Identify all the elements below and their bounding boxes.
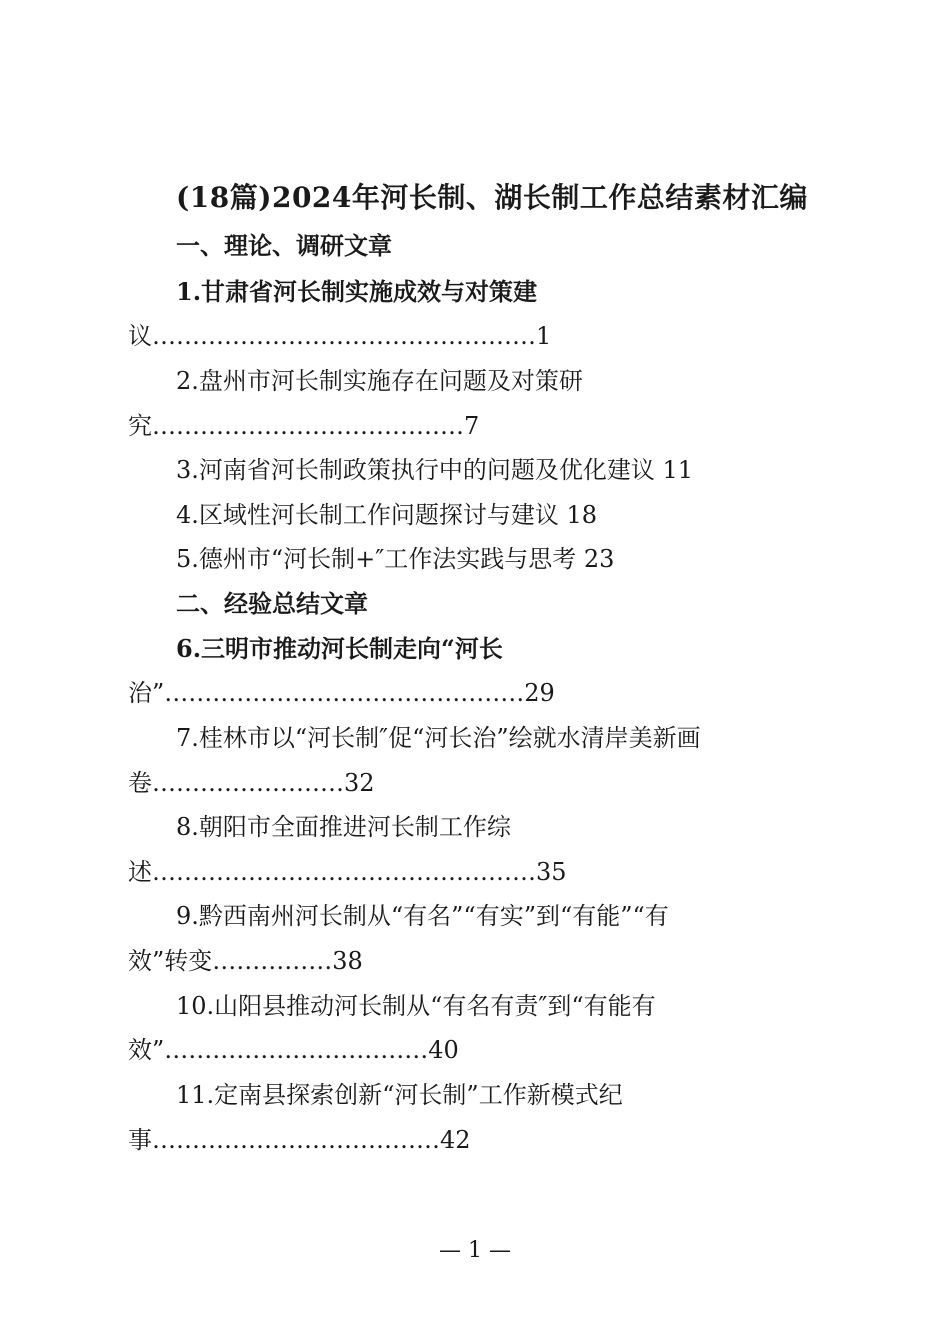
document-title: (18篇)2024年河长制、湖长制工作总结素材汇编 xyxy=(176,181,808,214)
toc-item-11-line1: 11.定南县探索创新“河长制”工作新模式纪 xyxy=(176,1081,623,1109)
toc-item-2-line2: 究…………………………………7 xyxy=(128,412,480,440)
toc-item-6-line2: 治”………………………………………29 xyxy=(128,679,555,707)
toc-item-9-line1: 9.黔西南州河长制从“有名”“有实”到“有能”“有 xyxy=(176,902,669,930)
toc-item-1-line1: 1.甘肃省河长制实施成效与对策建 xyxy=(176,277,538,306)
toc-item-11-line2: 事………………………………42 xyxy=(128,1126,471,1154)
section-heading-theory: 一、理论、调研文章 xyxy=(176,231,392,260)
toc-item-2-line1: 2.盘州市河长制实施存在问题及对策研 xyxy=(176,367,583,395)
toc-item-8-line1: 8.朝阳市全面推进河长制工作综 xyxy=(176,813,511,841)
page-number: — 1 — xyxy=(439,1238,511,1263)
toc-item-8-line2: 述…………………………………………35 xyxy=(128,858,567,886)
toc-item-5: 5.德州市“河长制+″工作法实践与思考 23 xyxy=(176,545,615,573)
toc-item-10-line2: 效”……………………………40 xyxy=(128,1036,459,1064)
section-heading-experience: 二、经验总结文章 xyxy=(176,589,368,618)
toc-item-7-line2: 卷……………………32 xyxy=(128,769,375,797)
toc-item-9-line2: 效”转变……………38 xyxy=(128,947,363,975)
toc-item-10-line1: 10.山阳县推动河长制从“有名有责″到“有能有 xyxy=(176,992,656,1020)
toc-item-1-line2: 议…………………………………………1 xyxy=(128,322,552,350)
toc-item-7-line1: 7.桂林市以“河长制″促“河长治”绘就水清岸美新画 xyxy=(176,724,701,752)
toc-item-4: 4.区域性河长制工作问题探讨与建议 18 xyxy=(176,501,598,529)
toc-item-6-line1: 6.三明市推动河长制走向“河长 xyxy=(176,634,503,663)
toc-item-3: 3.河南省河长制政策执行中的问题及优化建议 11 xyxy=(176,456,694,484)
